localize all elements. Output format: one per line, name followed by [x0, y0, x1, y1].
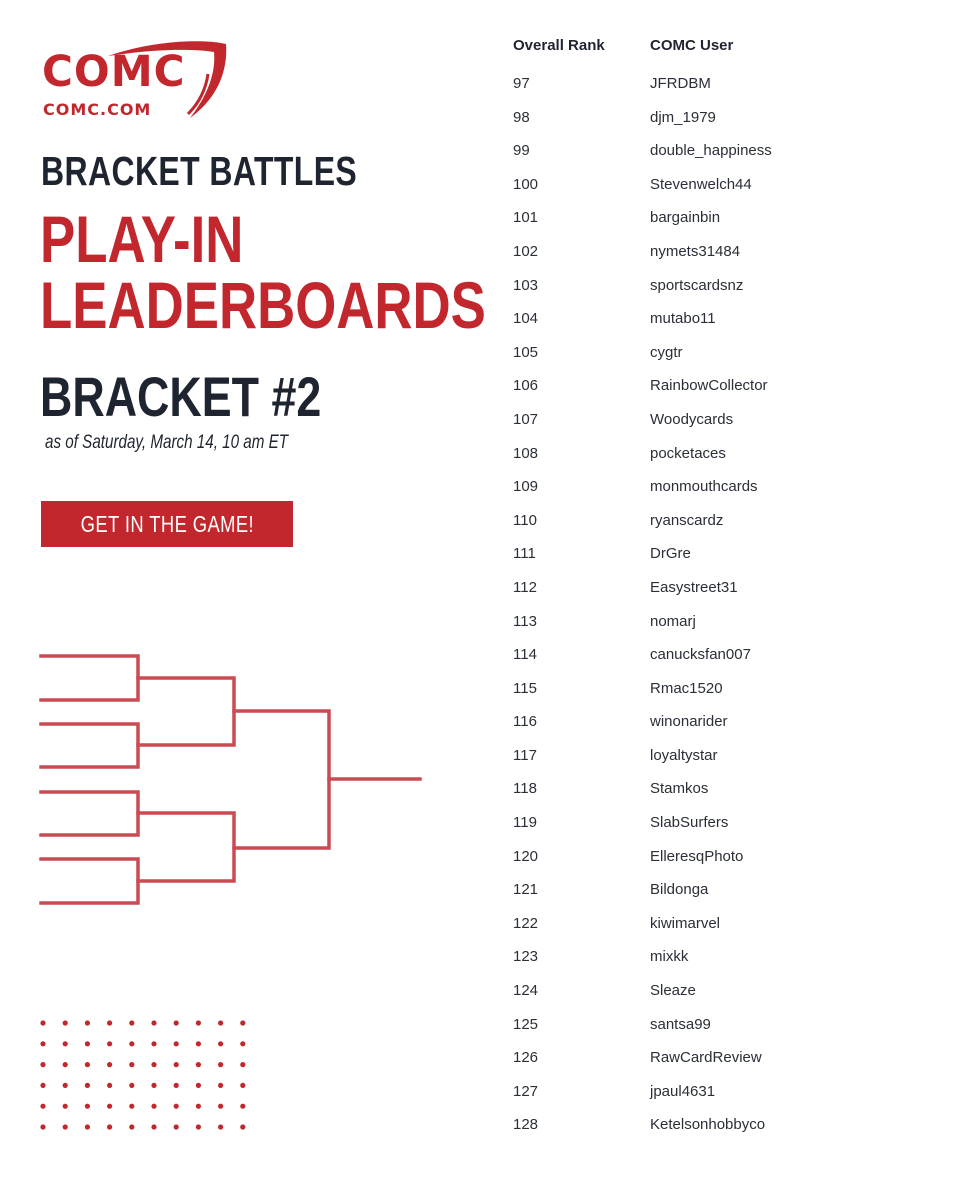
table-row [513, 1008, 933, 1042]
leaderboard-rows [513, 67, 933, 1142]
user-cell: DrGre [650, 545, 691, 563]
page-title-line-1: PLAY-IN [40, 202, 244, 276]
decorative-dot [151, 1124, 156, 1129]
user-cell: SlabSurfers [650, 814, 729, 832]
table-row [513, 974, 933, 1008]
table-row [513, 638, 933, 672]
rank-cell: 119 [513, 814, 537, 832]
user-cell: kiwimarvel [650, 914, 721, 932]
table-row [513, 705, 933, 739]
user-cell: mutabo11 [650, 310, 716, 328]
bracket-match-1 [41, 656, 138, 700]
table-row [513, 101, 933, 135]
decorative-dot [129, 1062, 134, 1067]
decorative-dot [151, 1062, 156, 1067]
decorative-dot [151, 1083, 156, 1088]
user-cell: canucksfan007 [650, 646, 751, 664]
decorative-dot [107, 1083, 112, 1088]
user-cell: monmouthcards [650, 478, 758, 496]
page-title-line-2: LEADERBOARDS [40, 268, 486, 342]
rank-cell: 118 [513, 780, 537, 798]
table-row [513, 67, 933, 101]
column-header-user: COMC User [650, 37, 734, 54]
decorative-dot [107, 1062, 112, 1067]
table-row [513, 302, 933, 336]
rank-cell: 122 [513, 914, 539, 932]
table-row [513, 571, 933, 605]
decorative-dot [129, 1124, 134, 1129]
decorative-dot [196, 1083, 201, 1088]
user-cell: mixkk [650, 948, 689, 966]
decorative-dot [107, 1020, 112, 1025]
decorative-dot [218, 1124, 223, 1129]
table-row [513, 336, 933, 370]
rank-cell: 127 [513, 1082, 539, 1100]
user-cell: Stevenwelch44 [650, 175, 752, 193]
decorative-dot [240, 1020, 245, 1025]
table-row [513, 672, 933, 706]
rank-cell: 116 [513, 713, 537, 731]
rank-cell: 115 [513, 679, 537, 697]
decorative-dot [40, 1124, 45, 1129]
rank-cell: 99 [513, 142, 530, 160]
decorative-dot [63, 1020, 68, 1025]
decorative-dot [40, 1083, 45, 1088]
decorative-dot [63, 1124, 68, 1129]
rank-cell: 105 [513, 343, 539, 361]
decorative-dot [85, 1020, 90, 1025]
user-cell: santsa99 [650, 1015, 711, 1033]
decorative-dot [196, 1020, 201, 1025]
rank-cell: 108 [513, 444, 539, 462]
user-cell: cygtr [650, 343, 683, 361]
rank-cell: 113 [513, 612, 537, 630]
rank-cell: 114 [513, 646, 537, 664]
comc-logo[interactable] [38, 40, 230, 122]
user-cell: ElleresqPhoto [650, 847, 744, 865]
decorative-dot [240, 1041, 245, 1046]
decorative-dot [240, 1083, 245, 1088]
user-cell: Stamkos [650, 780, 709, 798]
bracket-match-4 [41, 859, 138, 903]
rank-cell: 117 [513, 746, 537, 764]
user-cell: jpaul4631 [650, 1082, 716, 1100]
bracket-final [234, 711, 329, 848]
decorative-dot [129, 1083, 134, 1088]
page-title [40, 202, 486, 342]
user-cell: ryanscardz [650, 511, 724, 529]
decorative-dot [151, 1020, 156, 1025]
decorative-dot [240, 1104, 245, 1109]
decorative-dot [174, 1104, 179, 1109]
decorative-dot [63, 1083, 68, 1088]
rank-cell: 101 [513, 209, 539, 227]
bracket-number-title: BRACKET #2 [40, 365, 322, 428]
cta-label: GET IN THE GAME! [80, 510, 254, 537]
user-cell: pocketaces [650, 444, 726, 462]
rank-cell: 124 [513, 982, 539, 1000]
user-cell: double_happiness [650, 142, 772, 160]
decorative-dot [218, 1062, 223, 1067]
tournament-bracket-graphic [38, 648, 430, 910]
logo-domain: COMC.COM [43, 100, 152, 119]
decorative-dot [85, 1124, 90, 1129]
decorative-dot [196, 1124, 201, 1129]
user-cell: sportscardsnz [650, 276, 744, 294]
decorative-dot [129, 1041, 134, 1046]
user-cell: RainbowCollector [650, 377, 768, 395]
decorative-dot [240, 1124, 245, 1129]
decorative-dot [40, 1020, 45, 1025]
rank-cell: 100 [513, 175, 539, 193]
decorative-dot [218, 1020, 223, 1025]
user-cell: winonarider [650, 713, 728, 731]
bracket-semifinal-1 [138, 678, 234, 745]
decorative-dot [174, 1124, 179, 1129]
table-row [513, 1041, 933, 1075]
rank-cell: 103 [513, 276, 539, 294]
as-of-timestamp: as of Saturday, March 14, 10 am ET [45, 432, 289, 453]
user-cell: djm_1979 [650, 108, 716, 126]
table-row [513, 537, 933, 571]
rank-cell: 125 [513, 1015, 539, 1033]
table-row [513, 739, 933, 773]
user-cell: loyaltystar [650, 746, 718, 764]
rank-cell: 106 [513, 377, 539, 395]
bracket-match-3 [41, 792, 138, 835]
decorative-dot [40, 1104, 45, 1109]
decorative-dot [107, 1124, 112, 1129]
rank-cell: 102 [513, 242, 539, 260]
user-cell: Woodycards [650, 410, 734, 428]
table-row [513, 873, 933, 907]
user-cell: Easystreet31 [650, 578, 738, 596]
decorative-dot [129, 1104, 134, 1109]
rank-cell: 128 [513, 1116, 539, 1134]
table-row [513, 907, 933, 941]
table-row [513, 437, 933, 471]
decorative-dot [85, 1083, 90, 1088]
user-cell: Sleaze [650, 982, 696, 1000]
decorative-dot [40, 1041, 45, 1046]
get-in-the-game-button[interactable] [41, 501, 293, 547]
decorative-dot [174, 1041, 179, 1046]
decorative-dot [151, 1041, 156, 1046]
rank-cell: 104 [513, 310, 539, 328]
decorative-dot [218, 1041, 223, 1046]
decorative-dot [174, 1020, 179, 1025]
table-row [513, 403, 933, 437]
rank-cell: 126 [513, 1049, 539, 1067]
decorative-dot [107, 1041, 112, 1046]
table-row [513, 201, 933, 235]
rank-cell: 120 [513, 847, 539, 865]
bracket-semifinal-2 [138, 813, 234, 881]
user-cell: bargainbin [650, 209, 721, 227]
user-cell: nomarj [650, 612, 696, 630]
kicker-title: BRACKET BATTLES [41, 148, 358, 194]
table-row [513, 470, 933, 504]
user-cell: JFRDBM [650, 75, 711, 92]
user-cell: Bildonga [650, 881, 709, 899]
decorative-dot [218, 1104, 223, 1109]
rank-cell: 98 [513, 108, 530, 126]
decorative-dot [174, 1083, 179, 1088]
decorative-dot [107, 1104, 112, 1109]
table-row [513, 1108, 933, 1142]
dot-grid-decoration [36, 1015, 252, 1135]
column-header-rank: Overall Rank [513, 37, 605, 54]
user-cell: Rmac1520 [650, 679, 723, 697]
decorative-dot [174, 1062, 179, 1067]
decorative-dot [218, 1083, 223, 1088]
rank-cell: 110 [513, 511, 537, 529]
decorative-dot [85, 1041, 90, 1046]
decorative-dot [196, 1062, 201, 1067]
decorative-dot [63, 1104, 68, 1109]
table-row [513, 605, 933, 639]
rank-cell: 107 [513, 410, 539, 428]
table-row [513, 269, 933, 303]
logo-wordmark: COMC [42, 47, 186, 97]
rank-cell: 97 [513, 75, 530, 92]
decorative-dot [85, 1062, 90, 1067]
bracket-match-2 [41, 724, 138, 767]
table-row [513, 940, 933, 974]
rank-cell: 121 [513, 881, 539, 899]
rank-cell: 109 [513, 478, 539, 496]
table-row [513, 806, 933, 840]
rank-cell: 123 [513, 948, 539, 966]
user-cell: Ketelsonhobbyco [650, 1116, 766, 1134]
decorative-dot [196, 1041, 201, 1046]
user-cell: nymets31484 [650, 242, 741, 260]
decorative-dot [85, 1104, 90, 1109]
decorative-dot [129, 1020, 134, 1025]
rank-cell: 112 [513, 578, 537, 596]
decorative-dot [40, 1062, 45, 1067]
user-cell: RawCardReview [650, 1049, 762, 1067]
table-row [513, 772, 933, 806]
decorative-dot [63, 1041, 68, 1046]
table-row [513, 1075, 933, 1109]
table-row [513, 235, 933, 269]
table-row [513, 504, 933, 538]
table-row [513, 134, 933, 168]
decorative-dot [240, 1062, 245, 1067]
decorative-dot [63, 1062, 68, 1067]
rank-cell: 111 [513, 545, 536, 563]
table-row [513, 369, 933, 403]
decorative-dot [196, 1104, 201, 1109]
table-row [513, 168, 933, 202]
table-row [513, 840, 933, 874]
decorative-dot [151, 1104, 156, 1109]
